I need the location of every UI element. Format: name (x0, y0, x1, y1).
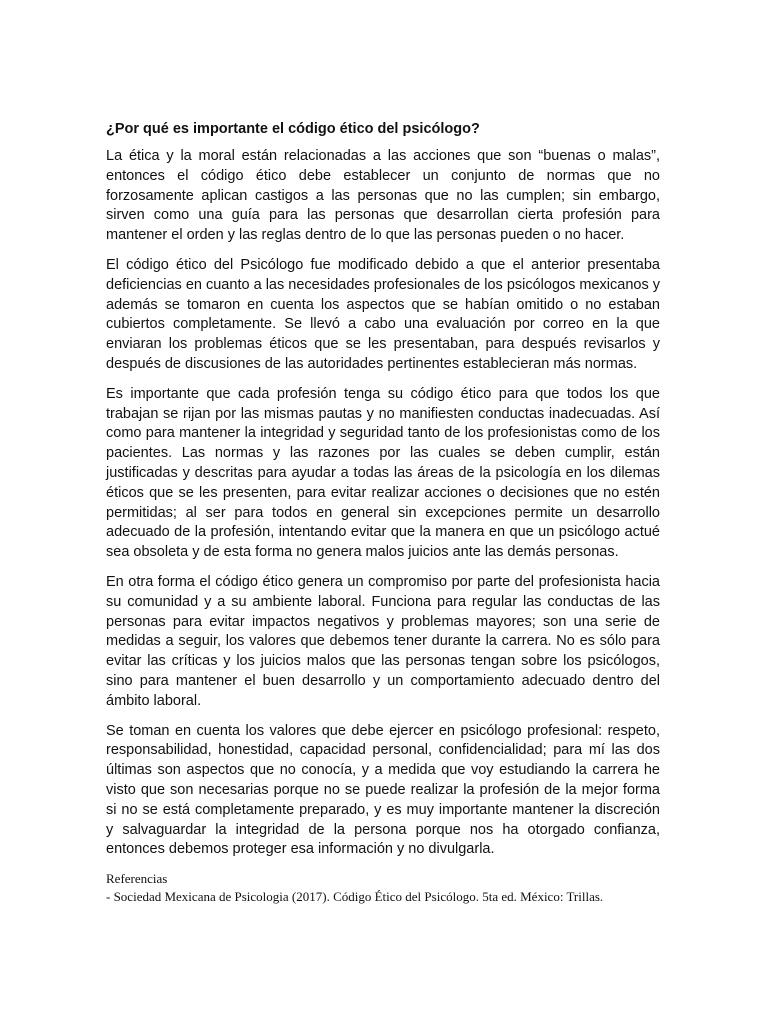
paragraph-2: El código ético del Psicólogo fue modificado debido a que el anterior presentaba deficiencias en cuanto a las necesidades profesionales de los psicólogos mexicanos y además se tomaron en cuenta los aspectos que se habían omitido o no estaban cubiertos completamente. Se llevó a cabo una evaluación por correo en la que enviaran los problemas éticos que se les presentaban, para después revisarlos y después de discusiones de las autoridades pertinentes establecieran más normas. (106, 256, 660, 372)
document-title: ¿Por qué es importante el código ético del psicólogo? (106, 121, 480, 137)
paragraph-5: Se toman en cuenta los valores que debe ejercer en psicólogo profesional: respeto, responsabilidad, honestidad, capacidad personal, confidencialidad; para mí las dos últimas son aspectos que no conocía, y a medida que voy estudiando la carrera he visto que son necesarias porque no se puede realizar la profesión de la mejor forma si no se está completamente preparado, y es muy importante mantener la discreción y salvaguardar la integridad de la persona porque nos ha otorgado confianza, entonces debemos proteger esa información y no divulgarla. (106, 722, 660, 858)
references-section (106, 870, 660, 906)
paragraph-1: La ética y la moral están relacionadas a las acciones que son “buenas o malas”, entonces el código ético debe establecer un conjunto de normas que no forzosamente aplican castigos a las personas que no las cumplen; sin embargo, sirven como una guía para las personas que desarrollan cierta profesión para mantener el orden y las reglas dentro de lo que las personas pueden o no hacer. (106, 148, 660, 244)
paragraph-4: En otra forma el código ético genera un compromiso por parte del profesionista hacia su comunidad y a su ambiente laboral. Funciona para regular las conductas de las personas para evitar impactos negativos y problemas mayores; son una serie de medidas a seguir, los valores que debemos tener durante la carrera. No es sólo para evitar las críticas y los juicios malos que las personas tengan sobre los psicólogos, sino para mantener el buen desarrollo y un comportamiento adecuado dentro del ámbito laboral. (106, 573, 660, 709)
reference-item: - Sociedad Mexicana de Psicologia (2017). Código Ético del Psicólogo. 5ta ed. México: Trillas. (106, 889, 604, 905)
references-heading: Referencias (106, 871, 168, 887)
document-body (106, 119, 660, 906)
paragraph-3: Es importante que cada profesión tenga su código ético para que todos los que trabajan se rijan por las mismas pautas y no manifiesten conductas inadecuadas. Así como para mantener la integridad y seguridad tanto de los profesionistas como de los pacientes. Las normas y las razones por las cuales se deben cumplir, están justificadas y descritas para ayudar a todas las áreas de la psicología en los dilemas éticos que se les presenten, para evitar realizar acciones o decisiones que no estén permitidas; al ser para todos en general sin excepciones permite un desarrollo adecuado de la profesión, intentando evitar que la manera en que un psicólogo actué sea obsoleta y de esta forma no genera malos juicios ante las demás personas. (106, 385, 660, 561)
